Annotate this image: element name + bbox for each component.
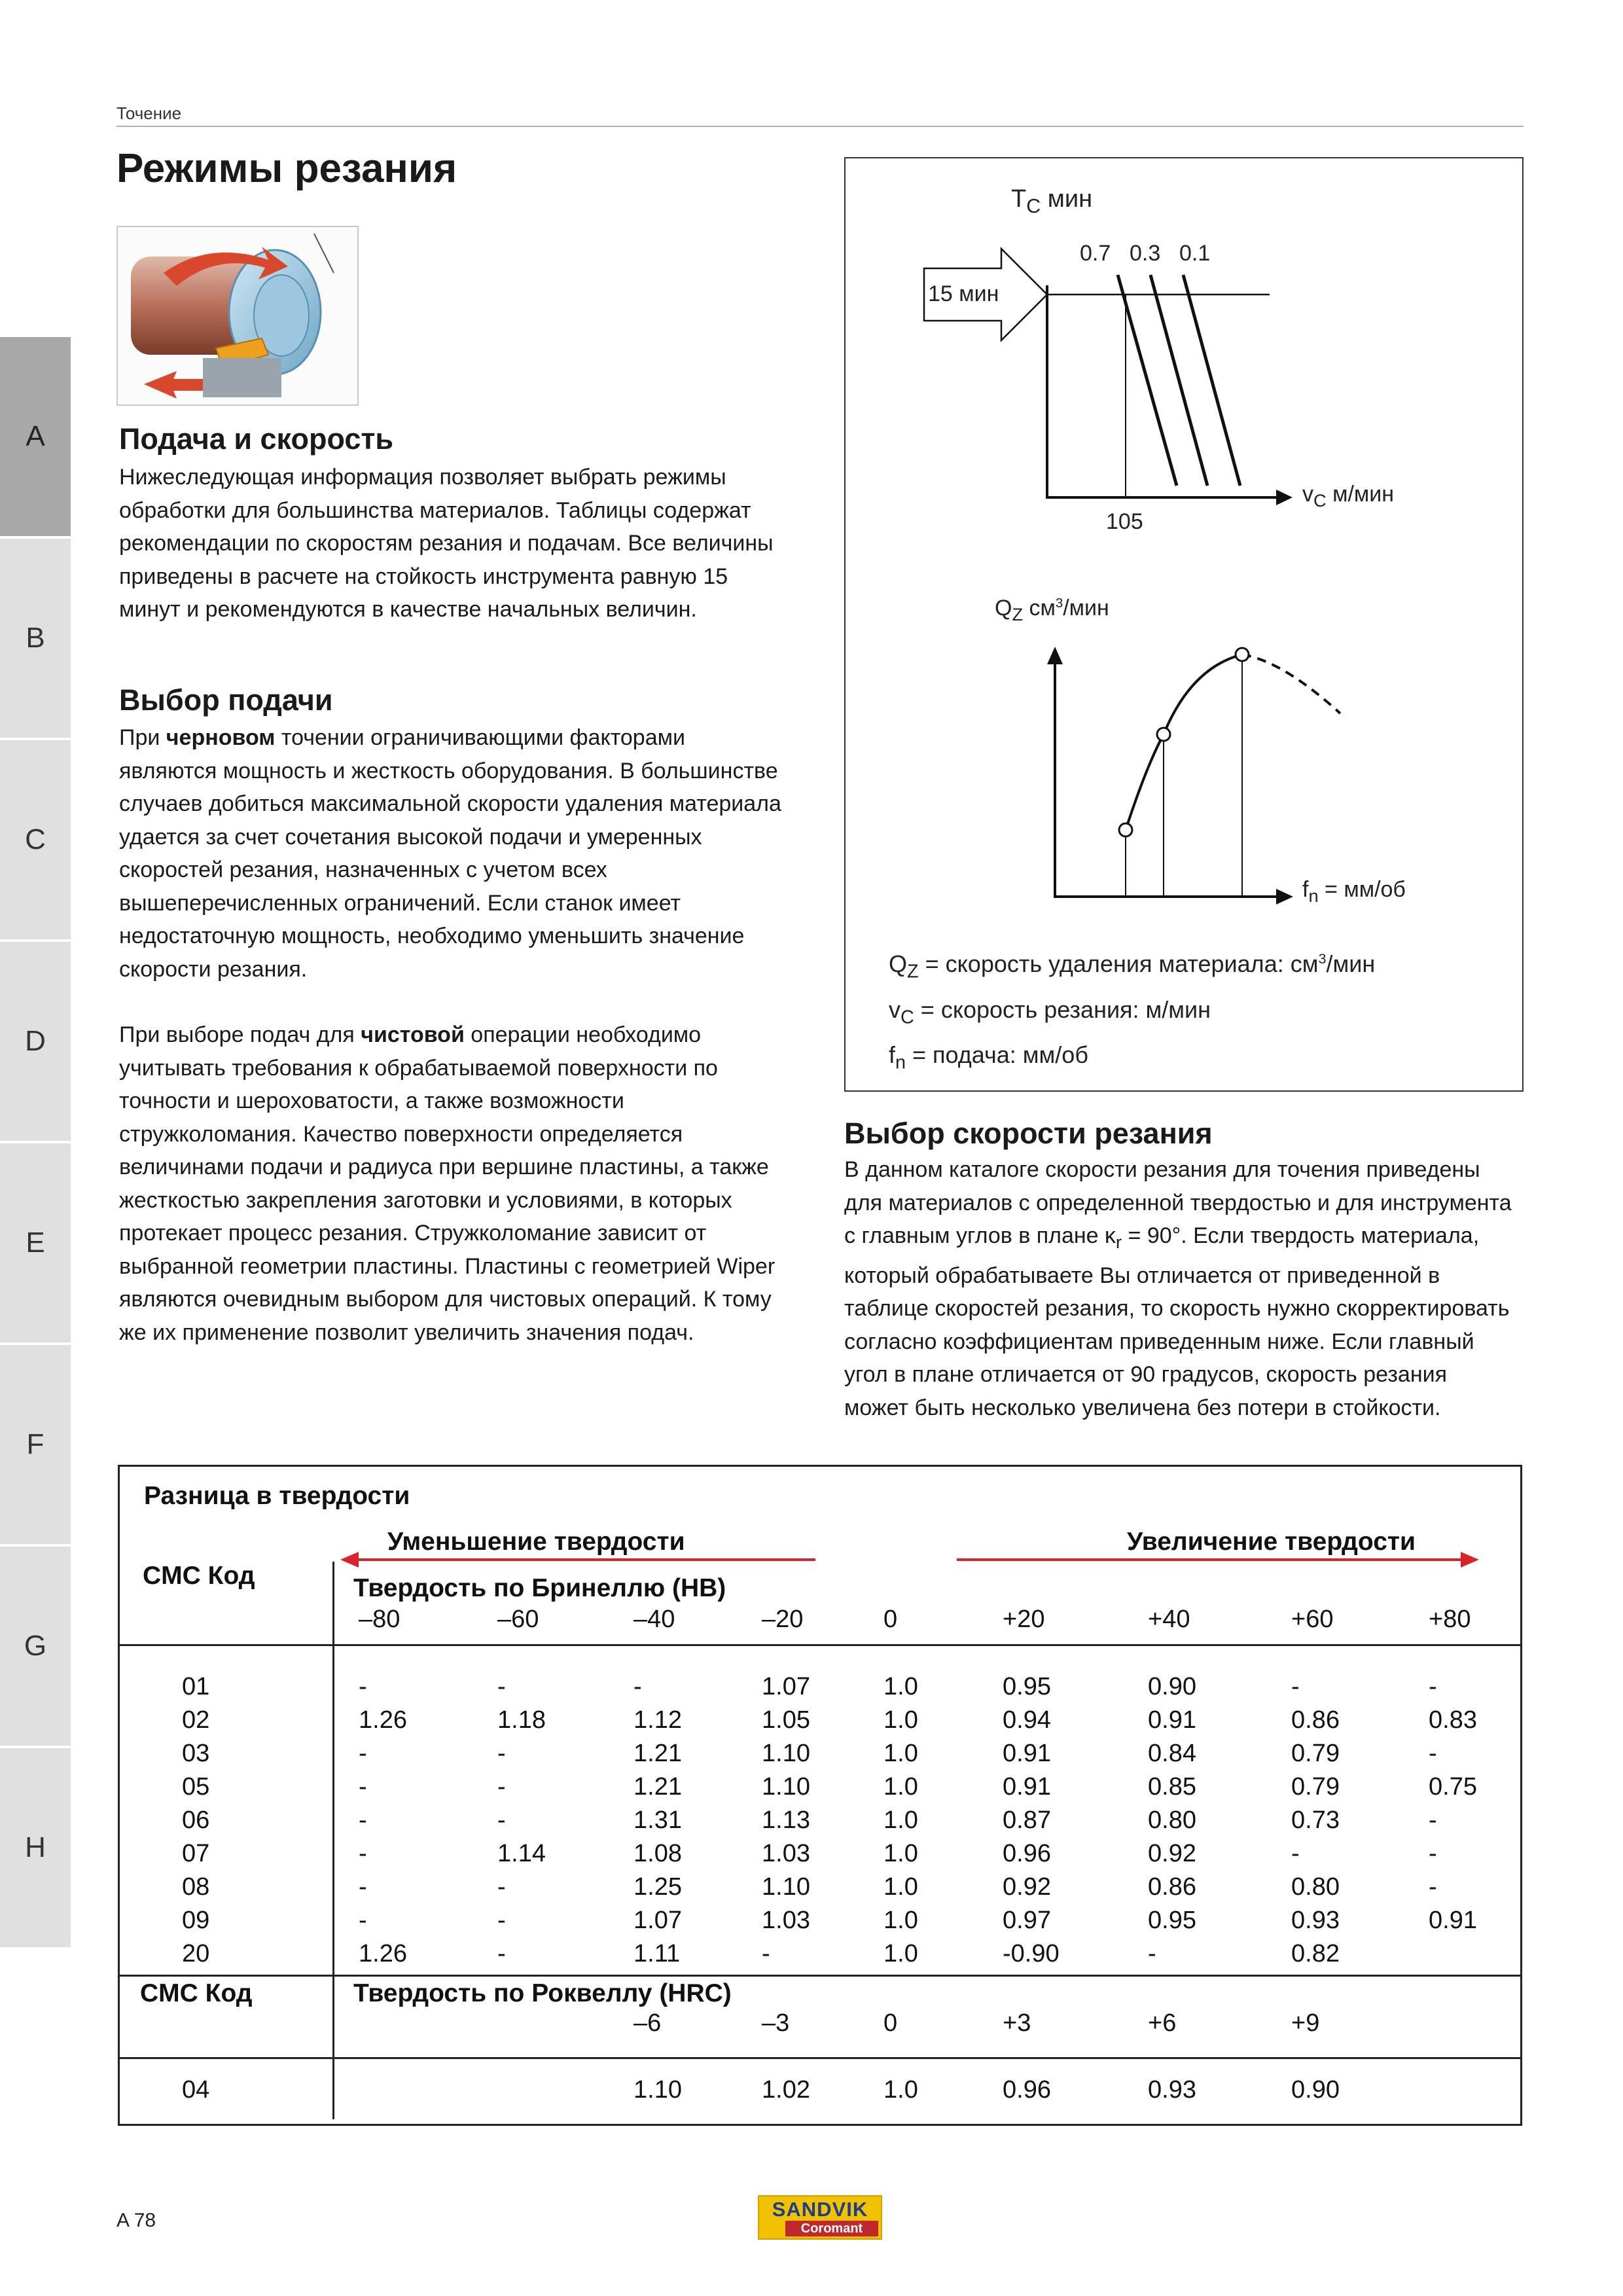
rockwell-col-header: –6 <box>633 2009 662 2037</box>
table-cell: - <box>1429 1806 1437 1834</box>
side-tab-e[interactable]: E <box>0 1143 71 1345</box>
brinell-col-header: +20 <box>1003 1605 1045 1633</box>
table-cell: 1.21 <box>633 1740 682 1767</box>
table-rule <box>119 1975 1521 1977</box>
qz-curve-dashed <box>1242 655 1340 713</box>
table-cell: - <box>1148 1940 1156 1967</box>
decrease-label: Уменьшение твердости <box>387 1528 685 1556</box>
table-cell: 1.0 <box>883 1907 918 1934</box>
feed-choice-heading: Выбор подачи <box>119 683 333 717</box>
sandvik-logo: SANDVIK Coromant <box>758 2195 882 2240</box>
table-cell: - <box>359 1740 367 1767</box>
cmc-code-cell: 20 <box>182 1940 210 1967</box>
table-cell: - <box>1291 1673 1300 1700</box>
table-row <box>0 1706 1623 1740</box>
feed-choice-paragraph-2: При выборе подач для чистовой операции необходимо учитывать требования к обрабатываемой поверхности по точности и шероховатости, а также возможности стружколомания. Качество поверхности определяется величинами подачи и радиуса при вершине пластины, а также жесткостью закрепления заготовки и условиями, в которых протекает процесс резания. Стружколомание зависит от выбранной геометрии пластины. Пластины с геометрией Wiper являются очевидным выбором для чистовых операций. К тому же их применение позволит увеличить значения подач. <box>119 1022 776 1345</box>
table-cell: - <box>1429 1740 1437 1767</box>
table-cell: 1.07 <box>762 1673 810 1700</box>
rockwell-col-header: +6 <box>1148 2009 1177 2037</box>
table-row <box>0 1840 1623 1873</box>
table-cell: 1.0 <box>883 1873 918 1901</box>
table-cell: 1.03 <box>762 1907 810 1934</box>
fn-axis-label: $f_n = мм/об$ <box>1302 877 1406 906</box>
table-cell: 0.96 <box>1003 2076 1051 2104</box>
table-cell: 1.26 <box>359 1940 407 1967</box>
diagram-legend <box>889 940 1375 1082</box>
brinell-col-header: –40 <box>633 1605 675 1633</box>
table-cell: 0.79 <box>1291 1740 1340 1767</box>
table-cell: 0.91 <box>1003 1740 1051 1767</box>
table-row <box>0 1773 1623 1806</box>
side-tab-g[interactable]: G <box>0 1547 71 1748</box>
table-cell: 0.73 <box>1291 1806 1340 1834</box>
legend-vc: $v_C$ = скорость резания: м/мин <box>889 996 1211 1028</box>
table-cell: 1.31 <box>633 1806 682 1834</box>
table-cell: - <box>1291 1840 1300 1867</box>
table-cell: 0.86 <box>1291 1706 1340 1734</box>
table-cell: - <box>497 1806 506 1834</box>
table-cell: - <box>359 1673 367 1700</box>
table-cell: - <box>359 1873 367 1901</box>
table-cell: - <box>1429 1873 1437 1901</box>
table-cell: 0.94 <box>1003 1706 1051 1734</box>
table-cell: 1.18 <box>497 1706 546 1734</box>
table-cell: 1.13 <box>762 1806 810 1834</box>
feed-speed-text: Нижеследующая информация позволяет выбрать режимы обработки для большинства материалов. Таблицы содержат рекомендации по скоростям резания и подачам. Все величины приведены в расчете на стойкость инструмента равную 15 минут и рекомендуются в качестве начальных величин. <box>119 465 774 622</box>
cmc-code-cell: 04 <box>182 2076 210 2104</box>
table-cell: - <box>359 1806 367 1834</box>
feed-label-07: 0.7 <box>1080 241 1111 266</box>
table-cell: 1.02 <box>762 2076 810 2104</box>
table-cell: 0.83 <box>1429 1706 1477 1734</box>
table-cell: 0.92 <box>1148 1840 1196 1867</box>
legend-fn: $f_n$ = подача: мм/об <box>889 1041 1088 1073</box>
table-cell: 1.10 <box>762 1773 810 1801</box>
brinell-col-header: +80 <box>1429 1605 1471 1633</box>
table-cell: - <box>359 1907 367 1934</box>
table-cell: 0.80 <box>1291 1873 1340 1901</box>
qz-curve <box>1126 655 1242 830</box>
vc-axis-label: $v_C$ м/мин <box>1302 482 1395 511</box>
table-cell: 1.0 <box>883 1840 918 1867</box>
qz-axis-label: $Q_Z$ $см^3$/мин <box>995 596 1109 625</box>
cmc-code-cell: 03 <box>182 1740 210 1767</box>
turning-illustration <box>116 226 359 406</box>
table-cell: - <box>497 1907 506 1934</box>
cmc-code-cell: 06 <box>182 1806 210 1834</box>
table-cell: 1.12 <box>633 1706 682 1734</box>
feed-line-03 <box>1150 275 1207 486</box>
table-cell: 0.84 <box>1148 1740 1196 1767</box>
table-cell: - <box>497 1740 506 1767</box>
legend-qz: $Q_Z$ = скорость удаления материала: $см^3$/мин <box>889 950 1376 982</box>
cmc-code-cell: 02 <box>182 1706 210 1734</box>
table-title: Разница в твердости <box>144 1482 410 1510</box>
increase-label: Увеличение твердости <box>1127 1528 1416 1556</box>
table-cell: 0.75 <box>1429 1773 1477 1801</box>
section-label: Точение <box>116 103 182 123</box>
table-cell: 1.05 <box>762 1706 810 1734</box>
table-cell: - <box>762 1940 770 1967</box>
table-cell: 1.21 <box>633 1773 682 1801</box>
table-row <box>0 1673 1623 1706</box>
brinell-col-header: 0 <box>883 1605 898 1633</box>
side-tab-f[interactable]: F <box>0 1345 71 1547</box>
cmc-code-cell: 07 <box>182 1840 210 1867</box>
brinell-col-header: –20 <box>762 1605 804 1633</box>
brinell-header: Твердость по Бринеллю (HB) <box>353 1574 726 1602</box>
cmc-code-cell: 05 <box>182 1773 210 1801</box>
table-cell: 0.80 <box>1148 1806 1196 1834</box>
table-cell: 1.0 <box>883 1673 918 1700</box>
side-tab-h[interactable]: H <box>0 1748 71 1950</box>
brinell-col-header: –80 <box>359 1605 401 1633</box>
table-cell: 1.0 <box>883 2076 918 2104</box>
rockwell-col-header: +3 <box>1003 2009 1031 2037</box>
fifteen-min-label: 15 мин <box>928 281 999 306</box>
hardness-arrows <box>340 1550 1479 1570</box>
table-cell: 1.0 <box>883 1806 918 1834</box>
cmc-code-header-rockwell: CMC Код <box>140 1979 253 2007</box>
table-cell: - <box>1429 1673 1437 1700</box>
table-row <box>0 1740 1623 1773</box>
table-cell: 1.14 <box>497 1840 546 1867</box>
table-cell: 1.03 <box>762 1840 810 1867</box>
table-cell: - <box>497 1673 506 1700</box>
table-cell: 1.0 <box>883 1940 918 1967</box>
feed-choice-paragraph-1: При черновом точении ограничивающими факторами являются мощность и жесткость оборудования. В большинстве случаев добиться максимальной скорости удаления материала удается за счет сочетания высокой подачи и умеренных скоростей резания, назначенных с учетом всех вышеперечисленных ограничений. Если станок имеет недостаточную мощность, необходимо уменьшить значение скорости резания. <box>119 725 781 982</box>
table-cell: 1.25 <box>633 1873 682 1901</box>
brinell-column-headers <box>0 1605 1623 1638</box>
page-title: Режимы резания <box>116 146 457 191</box>
table-row <box>0 1873 1623 1907</box>
feed-line-07 <box>1118 275 1177 486</box>
feed-label-01: 0.1 <box>1179 241 1211 266</box>
rockwell-header: Твердость по Роквеллу (HRC) <box>353 1979 732 2007</box>
table-cell: - <box>497 1873 506 1901</box>
feed-speed-heading: Подача и скорость <box>119 422 394 456</box>
table-cell: 0.82 <box>1291 1940 1340 1967</box>
cmc-code-cell: 08 <box>182 1873 210 1901</box>
table-cell: - <box>497 1773 506 1801</box>
table-cell: 0.93 <box>1291 1907 1340 1934</box>
table-row <box>0 1806 1623 1840</box>
table-cell: 0.86 <box>1148 1873 1196 1901</box>
side-tab-c[interactable]: C <box>0 740 71 942</box>
rockwell-col-header: +9 <box>1291 2009 1320 2037</box>
brinell-col-header: +60 <box>1291 1605 1334 1633</box>
table-cell: 0.96 <box>1003 1840 1051 1867</box>
brinell-col-header: +40 <box>1148 1605 1190 1633</box>
table-rule <box>119 2057 1521 2059</box>
table-cell: 0.92 <box>1003 1873 1051 1901</box>
table-cell: 1.07 <box>633 1907 682 1934</box>
feed-label-03: 0.3 <box>1130 241 1161 266</box>
table-cell: - <box>633 1673 642 1700</box>
table-cell: -0.90 <box>1003 1940 1060 1967</box>
table-cell: 0.87 <box>1003 1806 1051 1834</box>
table-cell: 1.11 <box>633 1940 681 1967</box>
cmc-code-header: CMC Код <box>143 1562 255 1590</box>
table-cell: 0.95 <box>1148 1907 1196 1934</box>
feed-line-01 <box>1183 275 1240 486</box>
table-cell: 1.26 <box>359 1706 407 1734</box>
table-cell: 0.91 <box>1148 1706 1196 1734</box>
cmc-code-cell: 01 <box>182 1673 210 1700</box>
cmc-code-cell: 09 <box>182 1907 210 1934</box>
table-rule <box>119 1644 1521 1646</box>
header-rule <box>116 126 1524 127</box>
rockwell-col-header: –3 <box>762 2009 790 2037</box>
side-tab-a[interactable]: A <box>0 337 71 539</box>
table-row <box>0 1907 1623 1940</box>
table-cell: 1.10 <box>762 1740 810 1767</box>
tc-axis-label: $T_C$ мин <box>1011 185 1093 218</box>
table-cell: 0.90 <box>1291 2076 1340 2104</box>
brinell-col-header: –60 <box>497 1605 539 1633</box>
table-cell: 0.97 <box>1003 1907 1051 1934</box>
qz-point <box>1119 823 1132 836</box>
table-cell: - <box>1429 1840 1437 1867</box>
side-tab-d[interactable]: D <box>0 942 71 1143</box>
table-cell: 0.93 <box>1148 2076 1196 2104</box>
table-row <box>0 2076 1623 2109</box>
table-cell: 0.91 <box>1429 1907 1477 1934</box>
table-cell: 1.10 <box>762 1873 810 1901</box>
table-cell: - <box>359 1773 367 1801</box>
qz-point <box>1157 728 1170 741</box>
speed-choice-text: В данном каталоге скорости резания для точения приведены для материалов с определенной твердостью и для инструмента с главным углов в плане $\kappa_r = 90^\circ$. Если твердость материала, который обрабатываете Вы отличается от приведенной в таблице скоростей резания, то скорость нужно скорректировать согласно коэффициентам приведенным ниже. Если главный угол в плане отличается от 90 градусов, скорость резания может быть несколько увеличена без потери в стойкости. <box>844 1157 1512 1420</box>
table-cell: 1.0 <box>883 1706 918 1734</box>
table-cell: - <box>497 1940 506 1967</box>
table-cell: 0.85 <box>1148 1773 1196 1801</box>
page-number: A 78 <box>116 2210 156 2231</box>
table-row <box>0 1940 1623 1973</box>
side-tab-b[interactable]: B <box>0 539 71 740</box>
rockwell-column-headers <box>0 2009 1623 2042</box>
table-cell: 1.10 <box>633 2076 682 2104</box>
table-cell: 0.95 <box>1003 1673 1051 1700</box>
table-cell: - <box>359 1840 367 1867</box>
table-cell: 0.90 <box>1148 1673 1196 1700</box>
rockwell-col-header: 0 <box>883 2009 898 2037</box>
vc-value-label: 105 <box>1106 509 1143 534</box>
qz-point <box>1236 648 1249 661</box>
table-cell: 1.08 <box>633 1840 682 1867</box>
table-cell: 1.0 <box>883 1740 918 1767</box>
table-cell: 0.79 <box>1291 1773 1340 1801</box>
speed-choice-heading: Выбор скорости резания <box>844 1117 1213 1150</box>
table-cell: 1.0 <box>883 1773 918 1801</box>
table-cell: 0.91 <box>1003 1773 1051 1801</box>
